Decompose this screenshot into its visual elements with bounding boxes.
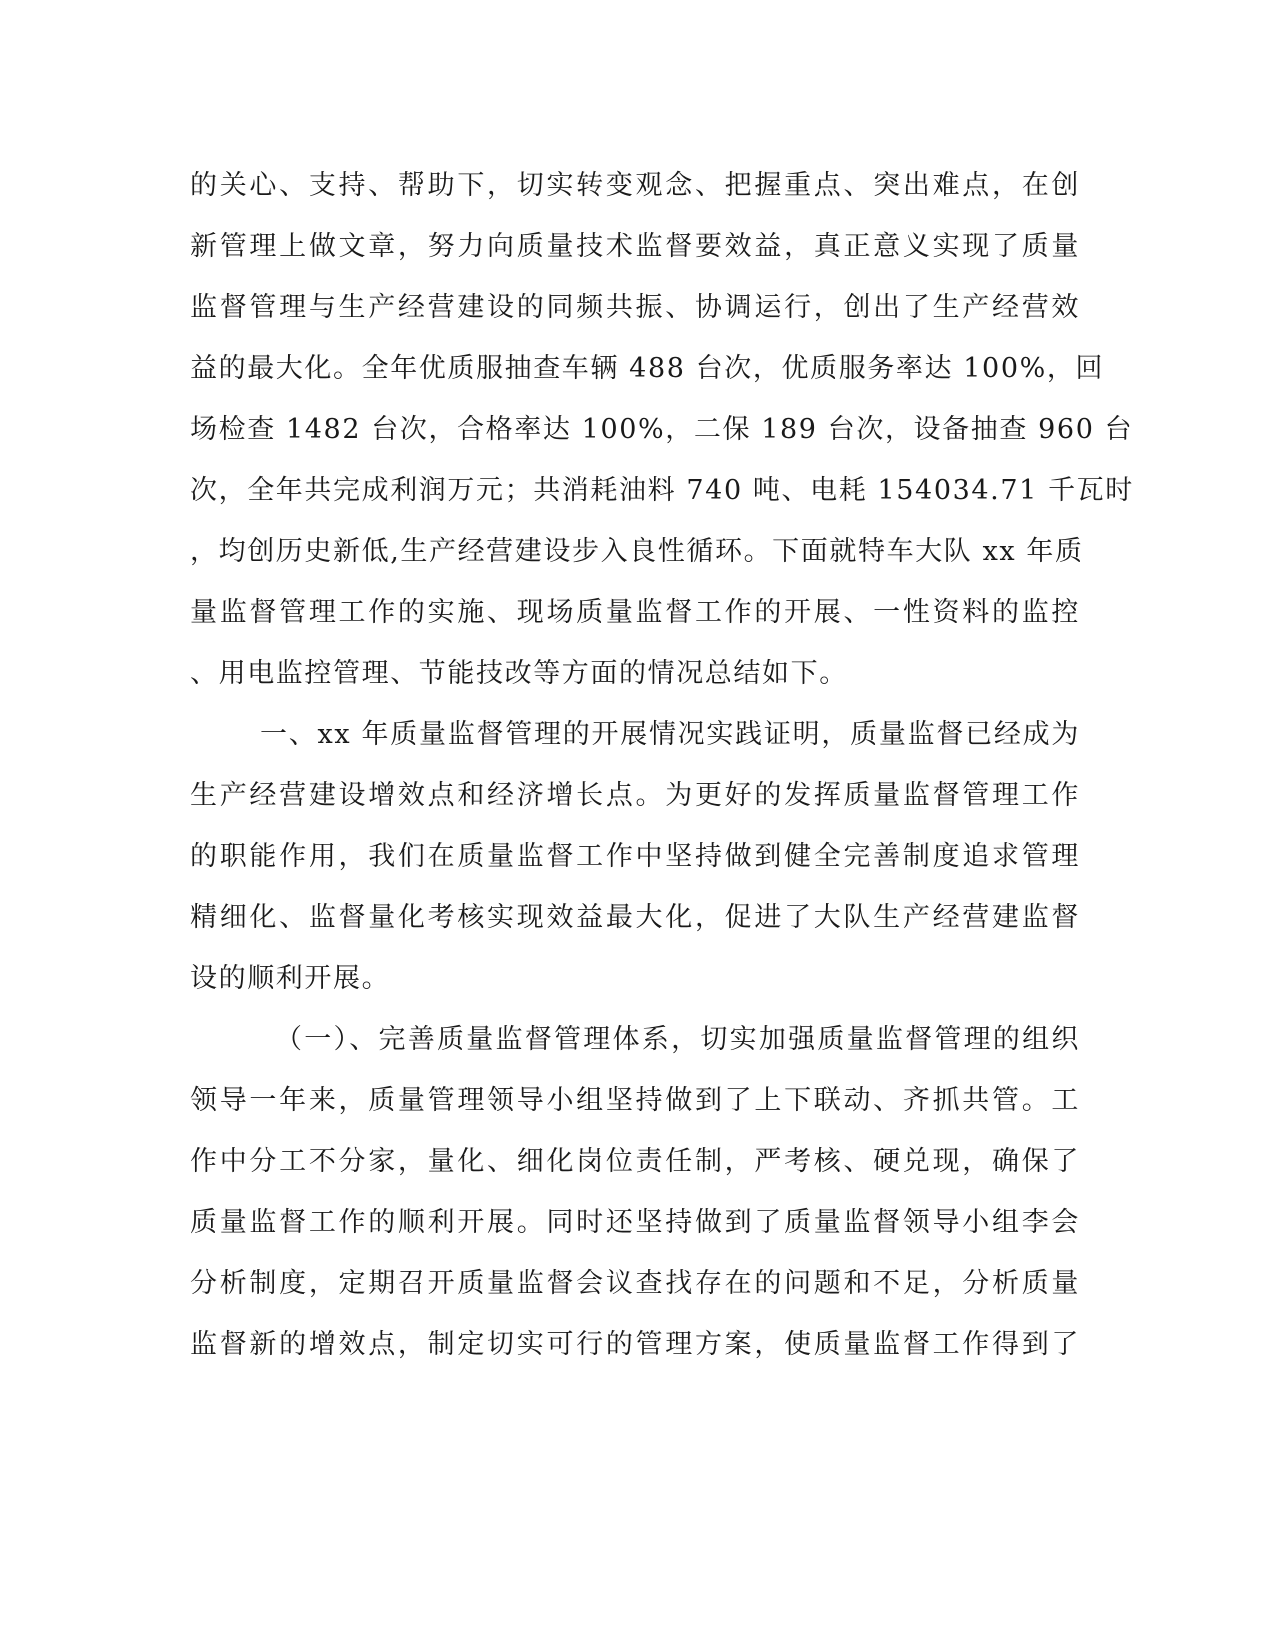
paragraph-2-line-5: 设的顺利开展。 <box>190 963 391 994</box>
paragraph-1-line-1: 的关心、支持、帮助下，切实转变观念、把握重点、突出难点，在创 <box>190 170 1080 201</box>
paragraph-2-line-2: 生产经营建设增效点和经济增长点。为更好的发挥质量监督管理工作 <box>190 780 1080 811</box>
paragraph-3-line-5: 分析制度，定期召开质量监督会议查找存在的问题和不足，分析质量 <box>190 1268 1080 1299</box>
paragraph-1-line-3: 监督管理与生产经营建设的同频共振、协调运行，创出了生产经营效 <box>190 292 1080 323</box>
paragraph-2-line-1: 一、xx 年质量监督管理的开展情况实践证明，质量监督已经成为 <box>260 719 1080 750</box>
paragraph-1-line-6: 次，全年共完成利润万元；共消耗油料 740 吨、电耗 154034.71 千瓦时 <box>190 475 1134 506</box>
paragraph-3-line-4: 质量监督工作的顺利开展。同时还坚持做到了质量监督领导小组李会 <box>190 1207 1080 1238</box>
paragraph-3-line-3: 作中分工不分家，量化、细化岗位责任制，严考核、硬兑现，确保了 <box>190 1146 1080 1177</box>
paragraph-3-line-6: 监督新的增效点，制定切实可行的管理方案，使质量监督工作得到了 <box>190 1329 1080 1360</box>
paragraph-1-line-8: 量监督管理工作的实施、现场质量监督工作的开展、一性资料的监控 <box>190 597 1080 628</box>
paragraph-1-line-9: 、用电监控管理、节能技改等方面的情况总结如下。 <box>190 658 848 689</box>
paragraph-3-line-2: 领导一年来，质量管理领导小组坚持做到了上下联动、齐抓共管。工 <box>190 1085 1080 1116</box>
paragraph-1-line-4: 益的最大化。全年优质服抽查车辆 488 台次，优质服务率达 100%，回 <box>190 353 1105 384</box>
paragraph-1-line-2: 新管理上做文章，努力向质量技术监督要效益，真正意义实现了质量 <box>190 231 1080 262</box>
paragraph-1-line-7: ，均创历史新低,生产经营建设步入良性循环。下面就特车大队 xx 年质 <box>190 536 1084 567</box>
paragraph-1-line-5: 场检查 1482 台次，合格率达 100%，二保 189 台次，设备抽查 960 台 <box>190 414 1134 445</box>
paragraph-2-line-3: 的职能作用，我们在质量监督工作中坚持做到健全完善制度追求管理 <box>190 841 1080 872</box>
paragraph-2-line-4: 精细化、监督量化考核实现效益最大化，促进了大队生产经营建监督 <box>190 902 1080 933</box>
paragraph-3-line-1: （一）、完善质量监督管理体系，切实加强质量监督管理的组织 <box>275 1024 1080 1055</box>
body-text <box>190 155 1134 1375</box>
